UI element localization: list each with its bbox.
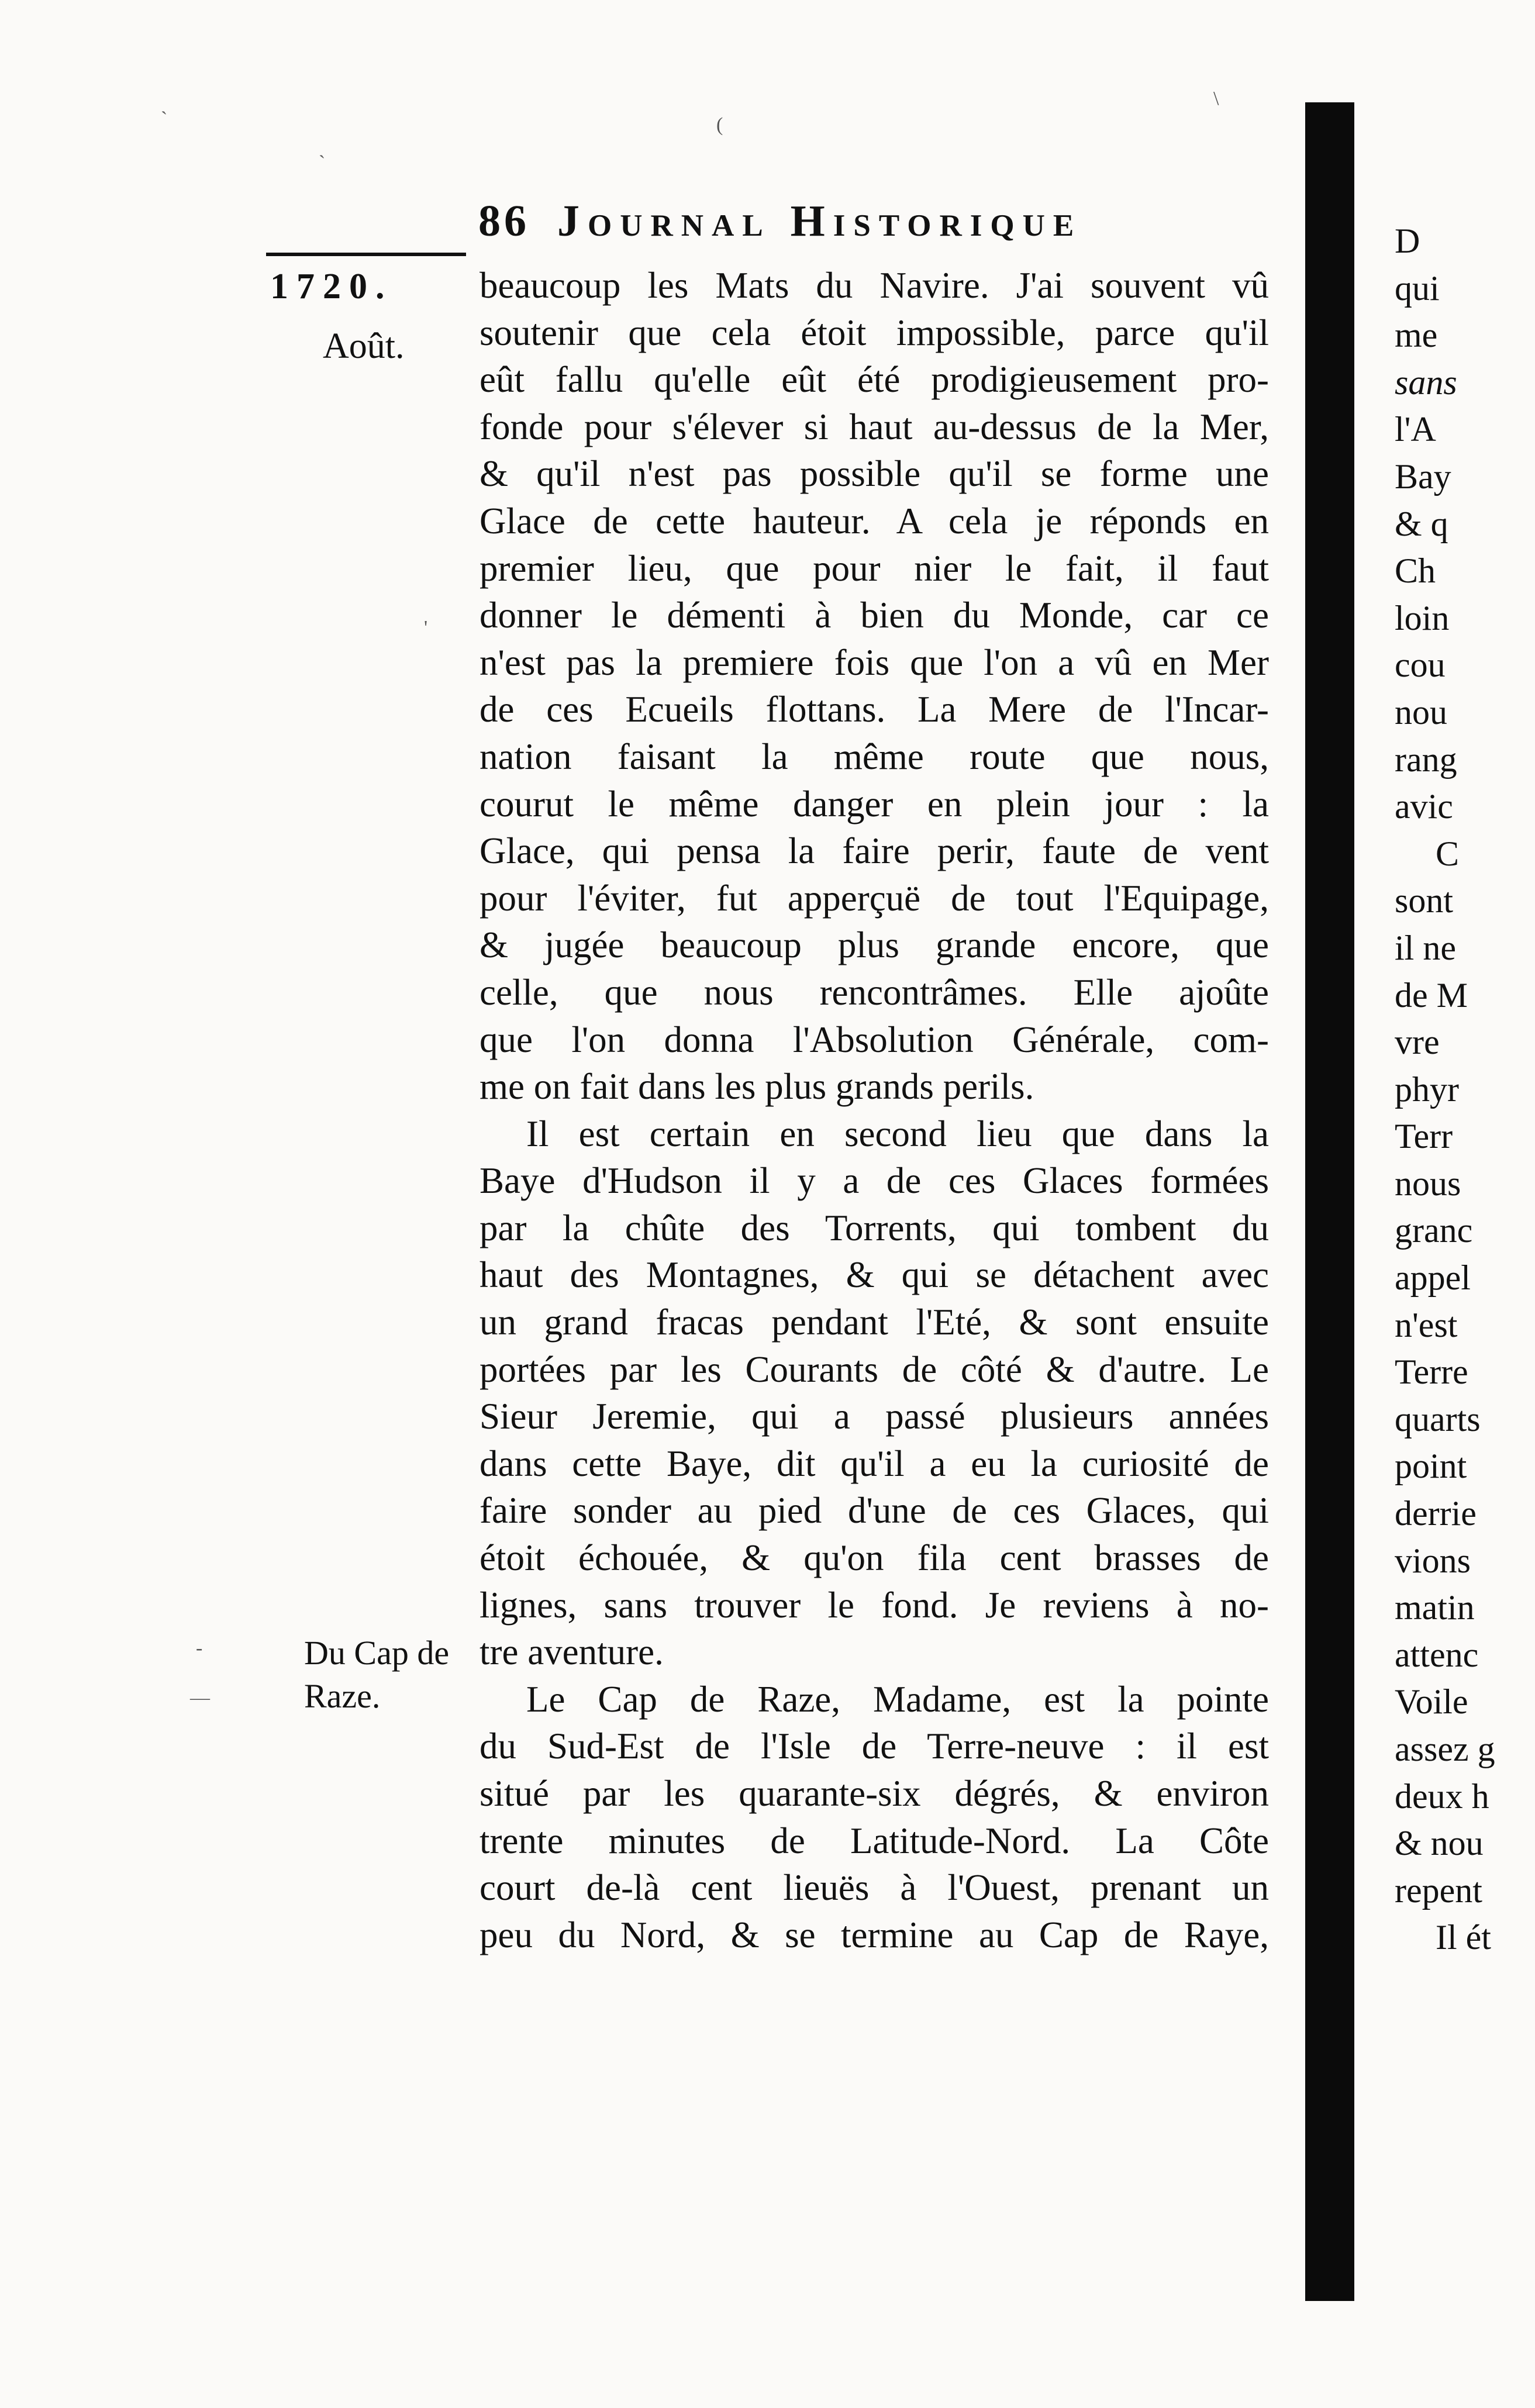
running-title: Journal Historique bbox=[557, 196, 1082, 246]
facing-line: Il ét bbox=[1436, 1918, 1491, 1957]
running-header bbox=[478, 196, 1274, 254]
text-line: courut le même danger en plein jour : la bbox=[480, 783, 1269, 824]
facing-line: nou bbox=[1395, 692, 1447, 732]
facing-line: qui bbox=[1395, 268, 1440, 308]
facing-line: attenc bbox=[1395, 1635, 1479, 1674]
text-line: du Sud-Est de l'Isle de Terre-neuve : il est bbox=[480, 1726, 1269, 1767]
header-rule bbox=[266, 253, 466, 256]
facing-line: sans bbox=[1395, 363, 1457, 402]
facing-line: granc bbox=[1395, 1211, 1473, 1250]
text-line: me on fait dans les plus grands perils. bbox=[480, 1066, 1034, 1108]
facing-line: de M bbox=[1395, 975, 1468, 1015]
text-line: court de-là cent lieuës à l'Ouest, prenant un bbox=[480, 1867, 1269, 1909]
facing-page-fragment bbox=[1395, 218, 1523, 1961]
page-number: 86 bbox=[478, 196, 530, 246]
facing-line: n'est bbox=[1395, 1305, 1458, 1344]
facing-line: & nou bbox=[1395, 1824, 1484, 1863]
text-line: peu du Nord, & se termine au Cap de Raye, bbox=[480, 1914, 1269, 1955]
text-line: dans cette Baye, dit qu'il a eu la curiosité de bbox=[480, 1443, 1269, 1484]
scan-speck: — bbox=[190, 1687, 210, 1709]
scan-speck: ˋ bbox=[161, 108, 168, 130]
facing-line: l'A bbox=[1395, 410, 1436, 449]
text-line: beaucoup les Mats du Navire. J'ai souvent vû bbox=[480, 265, 1269, 306]
text-line: par la chûte des Torrents, qui tombent du bbox=[480, 1207, 1269, 1248]
scan-speck: ( bbox=[716, 114, 723, 136]
facing-line: point bbox=[1395, 1447, 1467, 1486]
text-line: Glace de cette hauteur. A cela je réponds en bbox=[480, 500, 1269, 541]
facing-line: & q bbox=[1395, 504, 1448, 543]
text-line: faire sonder au pied d'une de ces Glaces, qui bbox=[480, 1490, 1269, 1531]
scan-speck: ' bbox=[424, 617, 428, 639]
text-line: donner le démenti à bien du Monde, car ce bbox=[480, 595, 1269, 636]
facing-line: assez g bbox=[1395, 1730, 1495, 1768]
text-line: trente minutes de Latitude-Nord. La Côte bbox=[480, 1820, 1269, 1861]
text-line: & jugée beaucoup plus grande encore, que bbox=[480, 924, 1269, 966]
text-line: fonde pour s'élever si haut au-dessus de la Mer, bbox=[480, 406, 1269, 447]
text-line: tre aventure. bbox=[480, 1631, 664, 1673]
facing-line: Voile bbox=[1395, 1682, 1468, 1722]
facing-line: Terre bbox=[1395, 1353, 1468, 1392]
text-line: lignes, sans trouver le fond. Je reviens à no- bbox=[480, 1584, 1269, 1626]
scan-speck: ˋ bbox=[319, 152, 326, 174]
text-line: eût fallu qu'elle eût été prodigieusement pro- bbox=[480, 359, 1269, 401]
text-line: premier lieu, que pour nier le fait, il faut bbox=[480, 547, 1269, 589]
text-line: pour l'éviter, fut apperçuë de tout l'Equipage, bbox=[480, 877, 1269, 919]
text-line: soutenir que cela étoit impossible, parce qu'il bbox=[480, 312, 1269, 353]
facing-line: me bbox=[1395, 316, 1438, 355]
text-line: que l'on donna l'Absolution Générale, com- bbox=[480, 1019, 1269, 1060]
facing-line: cou bbox=[1395, 646, 1446, 685]
facing-line: repent bbox=[1395, 1871, 1482, 1910]
text-line: de ces Ecueils flottans. La Mere de l'Incar- bbox=[480, 689, 1269, 730]
facing-line: il ne bbox=[1395, 928, 1456, 967]
facing-line: C bbox=[1436, 834, 1460, 873]
facing-line: quarts bbox=[1395, 1399, 1481, 1438]
text-line: Le Cap de Raze, Madame, est la pointe bbox=[526, 1678, 1269, 1720]
margin-note-line: Du Cap de bbox=[304, 1634, 450, 1672]
facing-line: sont bbox=[1395, 881, 1454, 920]
text-line: n'est pas la premiere fois que l'on a vû en Mer bbox=[480, 641, 1269, 683]
facing-line: vions bbox=[1395, 1541, 1471, 1580]
main-text-block bbox=[480, 262, 1269, 1958]
text-line: situé par les quarante-six dégrés, & environ bbox=[480, 1773, 1269, 1814]
text-line: & qu'il n'est pas possible qu'il se forme une bbox=[480, 453, 1269, 495]
scan-speck: - bbox=[196, 1637, 203, 1659]
text-line: Sieur Jeremie, qui a passé plusieurs années bbox=[480, 1396, 1269, 1437]
text-line: nation faisant la même route que nous, bbox=[480, 736, 1269, 777]
book-spine-gutter bbox=[1305, 102, 1354, 2301]
margin-year: 1720. bbox=[270, 267, 393, 306]
text-line: Il est certain en second lieu que dans la bbox=[526, 1113, 1269, 1154]
margin-month: Août. bbox=[323, 326, 405, 366]
text-line: Baye d'Hudson il y a de ces Glaces formées bbox=[480, 1160, 1269, 1202]
text-line: Glace, qui pensa la faire perir, faute de vent bbox=[480, 830, 1269, 872]
text-line: celle, que nous rencontrâmes. Elle ajoûte bbox=[480, 971, 1269, 1013]
facing-line: phyr bbox=[1395, 1070, 1459, 1109]
facing-line: matin bbox=[1395, 1588, 1475, 1627]
facing-line: appel bbox=[1395, 1258, 1471, 1298]
facing-line: Ch bbox=[1395, 551, 1436, 591]
scan-speck: \ bbox=[1213, 88, 1219, 109]
facing-line: Terr bbox=[1395, 1117, 1453, 1156]
margin-note-cap-de-raze bbox=[304, 1631, 449, 1718]
text-line: portées par les Courants de côté & d'autre. Le bbox=[480, 1348, 1269, 1390]
facing-line: avic bbox=[1395, 787, 1453, 826]
facing-line: rang bbox=[1395, 740, 1457, 779]
margin-note-line: Raze. bbox=[304, 1677, 381, 1715]
text-line: étoit échouée, & qu'on fila cent brasses de bbox=[480, 1537, 1269, 1579]
facing-line: vre bbox=[1395, 1023, 1440, 1062]
facing-line: D bbox=[1395, 222, 1420, 260]
facing-line: Bay bbox=[1395, 457, 1451, 496]
text-line: haut des Montagnes, & qui se détachent avec bbox=[480, 1254, 1269, 1296]
text-line: un grand fracas pendant l'Eté, & sont ensuite bbox=[480, 1302, 1269, 1343]
facing-line: loin bbox=[1395, 598, 1450, 637]
facing-line: nous bbox=[1395, 1164, 1461, 1203]
facing-line: deux h bbox=[1395, 1776, 1489, 1816]
facing-line: derrie bbox=[1395, 1494, 1477, 1533]
